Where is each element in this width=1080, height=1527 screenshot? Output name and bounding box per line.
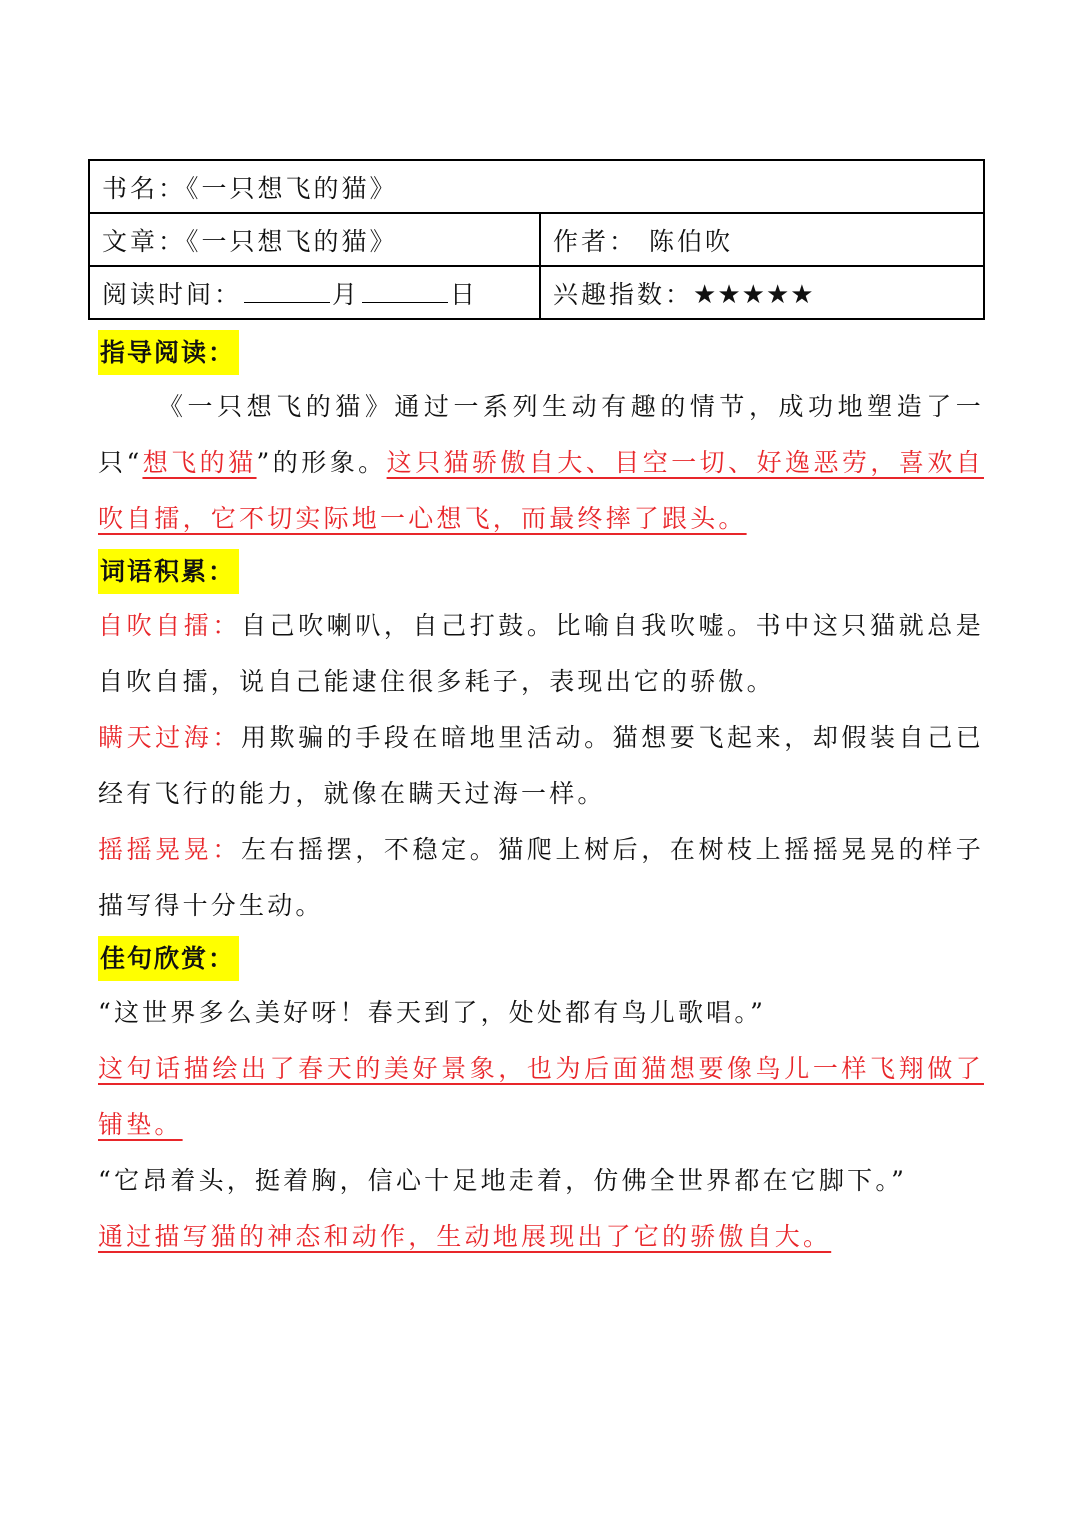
words-heading: 词语积累： <box>98 549 239 594</box>
guide-heading: 指导阅读： <box>98 330 239 375</box>
sentence-note <box>98 1209 984 1265</box>
interest-cell <box>540 266 984 319</box>
guide-text-c: ”的形象。 <box>256 448 387 477</box>
reading-time-cell <box>89 266 540 319</box>
interest-label: 兴趣指数： <box>553 279 694 309</box>
guide-highlight-term: 想飞的猫 <box>142 448 257 477</box>
word-term: 瞒天过海： <box>98 723 241 752</box>
month-label: 月 <box>332 279 361 309</box>
book-label: 书名： <box>102 173 187 203</box>
book-info-table <box>88 159 985 320</box>
day-blank[interactable] <box>362 280 448 303</box>
word-definition: 自己吹喇叭，自己打鼓。比喻自我吹嘘。书中这只猫就总是自吹自擂，说自己能逮住很多耗子，表现出它的骄傲。 <box>98 611 984 696</box>
word-item <box>98 710 984 822</box>
word-definition: 用欺骗的手段在暗地里活动。猫想要飞起来，却假装自己已经有飞行的能力，就像在瞒天过海一样。 <box>98 723 984 808</box>
reading-row <box>89 266 984 319</box>
article-row <box>89 213 984 266</box>
word-term: 自吹自擂： <box>98 611 241 640</box>
article-label: 文章： <box>102 226 187 256</box>
book-value: 《一只想飞的猫》 <box>186 173 398 203</box>
guide-text-a: 《一只想飞的猫》通过一系列生动有趣的情节，成功地塑造了一只“ <box>98 392 984 477</box>
sentence-note-text: 通过描写猫的神态和动作，生动地展现出了它的骄傲自大。 <box>98 1222 832 1251</box>
guide-section <box>98 330 984 547</box>
sentence-note <box>98 1041 984 1153</box>
guide-summary: 这只猫骄傲自大、目空一切、好逸恶劳，喜欢自吹自擂，它不切实际地一心想飞，而最终摔了跟头。 <box>98 448 984 533</box>
author-value: 陈伯吹 <box>649 226 734 256</box>
book-title-row <box>89 160 984 213</box>
book-title-cell <box>89 160 984 213</box>
sentence-note-text: 这句话描绘出了春天的美好景象，也为后面猫想要像鸟儿一样飞翔做了铺垫。 <box>98 1054 984 1139</box>
star-rating-icon: ★★★★★ <box>693 279 815 310</box>
guide-paragraph <box>98 379 984 547</box>
content-area <box>98 330 984 1265</box>
reading-time-label: 阅读时间： <box>102 279 243 309</box>
article-value: 《一只想飞的猫》 <box>186 226 398 256</box>
month-blank[interactable] <box>244 280 330 303</box>
word-item <box>98 598 984 710</box>
article-cell <box>89 213 540 266</box>
word-item <box>98 822 984 934</box>
author-cell <box>540 213 984 266</box>
sentence-quote: “它昂着头，挺着胸，信心十足地走着，仿佛全世界都在它脚下。” <box>98 1166 908 1195</box>
sentences-heading: 佳句欣赏： <box>98 936 239 981</box>
word-term: 摇摇晃晃： <box>98 835 241 864</box>
author-label: 作者： <box>553 226 638 256</box>
word-definition: 左右摇摆，不稳定。猫爬上树后，在树枝上摇摇晃晃的样子描写得十分生动。 <box>98 835 984 920</box>
sentences-section <box>98 936 984 1265</box>
day-label: 日 <box>450 279 479 309</box>
words-section <box>98 549 984 934</box>
sentence-quote: “这世界多么美好呀！春天到了，处处都有鸟儿歌唱。” <box>98 998 767 1027</box>
